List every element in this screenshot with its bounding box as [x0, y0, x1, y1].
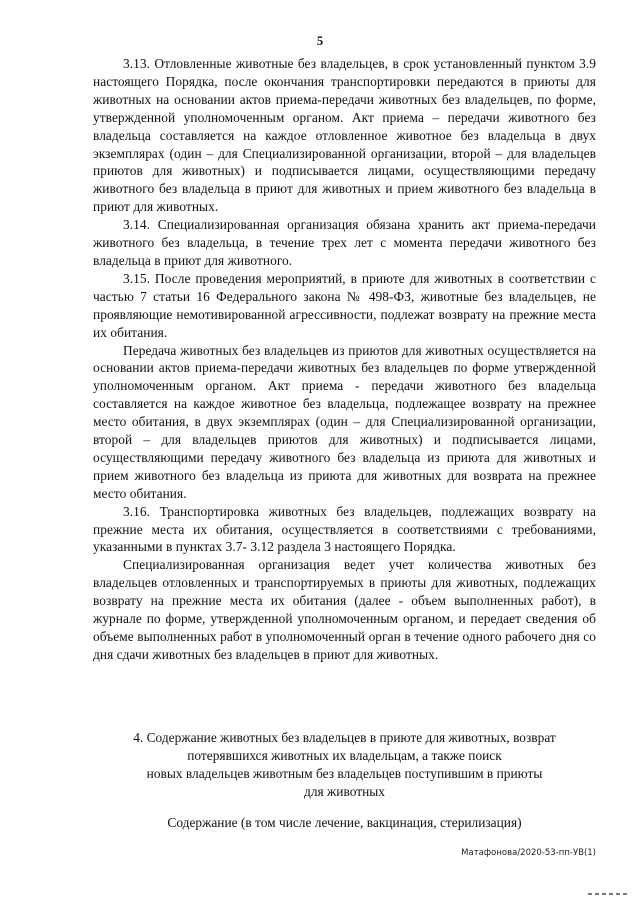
section-heading-line: 4. Содержание животных без владельцев в приюте для животных, возврат [133, 730, 556, 745]
document-body [93, 55, 596, 664]
paragraph-accounting: Специализированная организация ведет учет количества животных без владельцев отловленных и транспортируемых в приюты для животных, подлежащих возврату на прежние места их обитания (далее - объем выполненных работ), в журнале по форме, утвержденной уполномоченным органом, и передает сведения об объеме выполненных работ в уполномоченный орган в течение одного рабочего дня со дня сдачи животных без владельцев в приют для животных. [93, 557, 596, 662]
page-number: 5 [316, 34, 324, 48]
paragraph-transfer: Передача животных без владельцев из приютов для животных осуществляется на основании актов приема-передачи животных без владельцев по форме утвержденной уполномоченным органом. Акт приема - передачи животного без владельца составляется на каждое животное без владельца, подлежащее возврату на прежнее место обитания, в двух экземплярах (один – для Специализированной организации, второй – для владельцев приютов для животных) и подписывается лицами, осуществляющими передачу животного без владельца из приюта для животных и прием животного без владельца из приюта для животных для возврата на прежнее место обитания. [93, 342, 596, 501]
subheading: Содержание (в том числе лечение, вакцинация, стерилизация) [167, 815, 522, 830]
scan-artifact-mark [588, 893, 628, 895]
section-heading [93, 729, 596, 801]
section-heading-line: для животных [304, 783, 385, 799]
section-heading-line: потерявшихся животных их владельцам, а также поиск [187, 747, 502, 763]
paragraph-3-13: 3.13. Отловленные животные без владельцев, в срок установленный пунктом 3.9 настоящего Порядка, после окончания транспортировки передаются в приюты для животных на основании актов приема-передачи животных без владельцев, по форме, утвержденной уполномоченным органом. Акт приема – передачи животного без владельца составляется на каждое отловленное животное без владельца в двух экземплярах (один – для Специализированной организации, второй – для владельцев приютов для животных) и подписывается лицами, осуществляющими передачу животного без владельца в приют для животных и прием животного без владельца в приют для животных. [93, 56, 596, 215]
footer-document-code: Матафонова/2020-53-пп-УВ(1) [461, 848, 596, 858]
paragraph-3-15: 3.15. После проведения мероприятий, в приюте для животных в соответствии с частью 7 статьи 16 Федерального закона № 498-ФЗ, животные без владельцев, не проявляющие немотивированной агрессивности, подлежат возврату на прежние места их обитания. [93, 270, 596, 340]
paragraph-3-14: 3.14. Специализированная организация обязана хранить акт приема-передачи животного без владельца, в течение трех лет с момента передачи животного без владельца в приют для животного. [93, 217, 596, 268]
section-heading-line: новых владельцев животным без владельцев поступившим в приюты [146, 765, 543, 781]
paragraph-3-16: 3.16. Транспортировка животных без владельцев, подлежащих возврату на прежние места их обитания, осуществляется в соответствиями с требованиями, указанными в пунктах 3.7- 3.12 раздела 3 настоящего Порядка. [93, 503, 596, 555]
